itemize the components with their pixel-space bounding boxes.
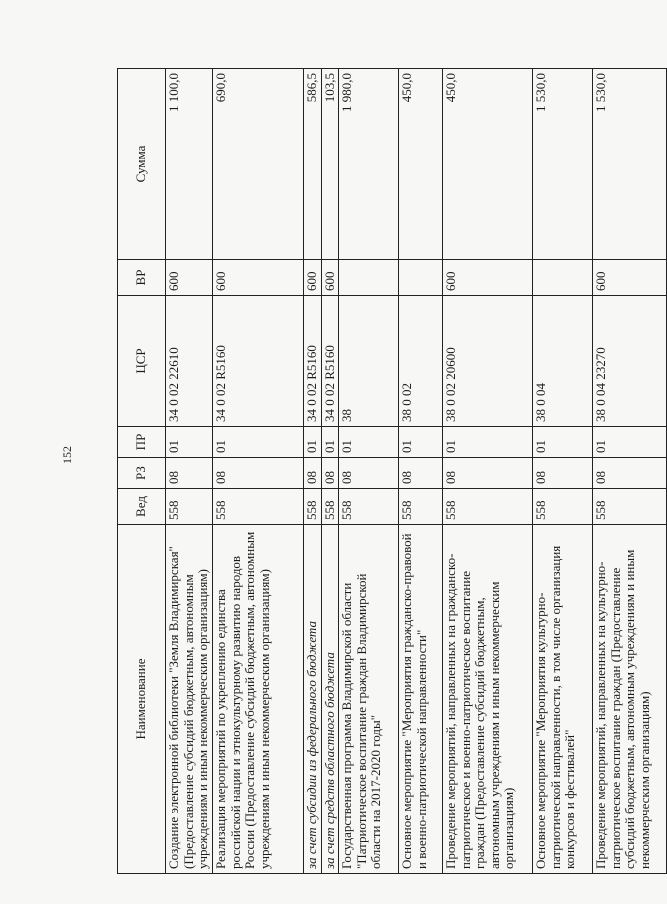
cell-rz: 08 <box>213 458 304 489</box>
budget-table <box>117 68 667 874</box>
cell-csr: 34 0 02 22610 <box>166 296 213 427</box>
cell-pr: 01 <box>321 427 339 458</box>
cell-ved: 558 <box>321 489 339 525</box>
cell-sum: 690,0 <box>213 69 304 260</box>
cell-name: Проведение мероприятий, направленных на культурно-патриотическое воспитание граждан (Предоставление субсидий бюджетным, автономным учреждениям и иным некоммерческим организациям) <box>593 525 667 874</box>
table-row <box>533 69 593 874</box>
header-vr: ВР <box>118 260 166 296</box>
cell-pr: 01 <box>166 427 213 458</box>
cell-rz: 08 <box>166 458 213 489</box>
cell-pr: 01 <box>443 427 533 458</box>
cell-vr: 600 <box>321 260 339 296</box>
cell-vr <box>339 260 399 296</box>
cell-name: Реализация мероприятий по укреплению единства российской нации и этнокультурному развитию народов России (Предоставление субсидий бюджетным, автономным учреждениям и иным некоммерческим организациям) <box>213 525 304 874</box>
cell-name: Основное мероприятие "Мероприятия культурно-патриотической направленности, в том числе организация конкурсов и фестивалей" <box>533 525 593 874</box>
cell-rz: 08 <box>304 458 322 489</box>
cell-name: за счет субсидии из федерального бюджета <box>304 525 322 874</box>
header-name: Наименование <box>118 525 166 874</box>
cell-sum: 1 530,0 <box>533 69 593 260</box>
cell-pr: 01 <box>593 427 667 458</box>
cell-rz: 08 <box>593 458 667 489</box>
cell-pr: 01 <box>399 427 443 458</box>
cell-pr: 01 <box>533 427 593 458</box>
cell-name: Создание электронной библиотеки "Земля Владимирская" (Предоставление субсидий бюджетным, автономным учреждениям и иным некоммерческим организациям) <box>166 525 213 874</box>
table-row <box>304 69 322 874</box>
cell-vr <box>533 260 593 296</box>
table-row <box>321 69 339 874</box>
cell-vr: 600 <box>166 260 213 296</box>
cell-csr: 38 0 04 <box>533 296 593 427</box>
cell-sum: 1 530,0 <box>593 69 667 260</box>
cell-pr: 01 <box>304 427 322 458</box>
cell-sum: 1 100,0 <box>166 69 213 260</box>
cell-sum: 450,0 <box>399 69 443 260</box>
cell-name: за счет средств областного бюджета <box>321 525 339 874</box>
cell-csr: 38 0 04 23270 <box>593 296 667 427</box>
cell-ved: 558 <box>593 489 667 525</box>
cell-ved: 558 <box>399 489 443 525</box>
cell-vr: 600 <box>443 260 533 296</box>
cell-rz: 08 <box>533 458 593 489</box>
cell-vr: 600 <box>304 260 322 296</box>
cell-rz: 08 <box>399 458 443 489</box>
cell-vr <box>399 260 443 296</box>
table-header-row <box>118 69 166 874</box>
cell-sum: 586,5 <box>304 69 322 260</box>
cell-csr: 38 0 02 20600 <box>443 296 533 427</box>
table-body <box>166 69 667 874</box>
cell-ved: 558 <box>443 489 533 525</box>
cell-ved: 558 <box>533 489 593 525</box>
header-ved: Вед <box>118 489 166 525</box>
cell-csr: 34 0 02 R5160 <box>213 296 304 427</box>
cell-csr: 38 <box>339 296 399 427</box>
header-rz: РЗ <box>118 458 166 489</box>
cell-pr: 01 <box>339 427 399 458</box>
cell-vr: 600 <box>213 260 304 296</box>
table-row <box>399 69 443 874</box>
cell-sum: 450,0 <box>443 69 533 260</box>
cell-rz: 08 <box>443 458 533 489</box>
cell-ved: 558 <box>339 489 399 525</box>
cell-vr: 600 <box>593 260 667 296</box>
cell-ved: 558 <box>213 489 304 525</box>
cell-name: Основное мероприятие "Мероприятия гражданско-правовой и военно-патриотической направленности" <box>399 525 443 874</box>
table-row <box>213 69 304 874</box>
table-row <box>166 69 213 874</box>
cell-rz: 08 <box>321 458 339 489</box>
cell-csr: 38 0 02 <box>399 296 443 427</box>
cell-pr: 01 <box>213 427 304 458</box>
cell-rz: 08 <box>339 458 399 489</box>
cell-name: Государственная программа Владимирской области "Патриотическое воспитание граждан Владимирской области на 2017-2020 годы" <box>339 525 399 874</box>
cell-name: Проведение мероприятий, направленных на гражданско-патриотическое и военно-патриотическое воспитание граждан (Предоставление субсидий бюджетным, автономным учреждениям и иным некоммерческим организациям) <box>443 525 533 874</box>
cell-csr: 34 0 02 R5160 <box>304 296 322 427</box>
header-sum: Сумма <box>118 69 166 260</box>
page-number: 152 <box>60 446 74 464</box>
header-pr: ПР <box>118 427 166 458</box>
cell-csr: 34 0 02 R5160 <box>321 296 339 427</box>
cell-ved: 558 <box>166 489 213 525</box>
budget-table-rotated <box>117 69 652 874</box>
cell-sum: 103,5 <box>321 69 339 260</box>
table-row <box>339 69 399 874</box>
header-csr: ЦСР <box>118 296 166 427</box>
table-row <box>593 69 667 874</box>
cell-ved: 558 <box>304 489 322 525</box>
cell-sum: 1 980,0 <box>339 69 399 260</box>
table-row <box>443 69 533 874</box>
